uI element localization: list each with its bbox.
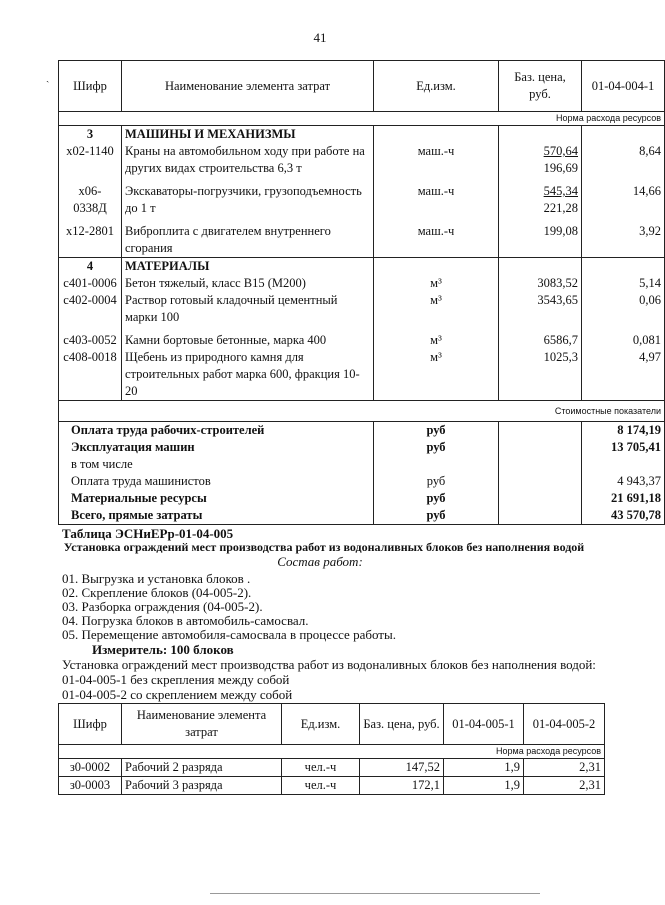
work-step: 02. Скрепление блоков (04-005-2). xyxy=(62,585,252,600)
work-step: 05. Перемещение автомобиля-самосвала в процессе работы. xyxy=(62,627,396,642)
measure: Измеритель: 100 блоков xyxy=(92,642,234,657)
section-title: МАШИНЫ И МЕХАНИЗМЫ xyxy=(122,126,374,144)
margin-mark: ˎ xyxy=(46,72,50,83)
table-row: х12-2801 Виброплита с двигателем внутреннего сгорания маш.-ч 199,08 3,92 xyxy=(59,223,665,258)
header-price: Баз. цена, руб. xyxy=(360,704,444,745)
header-col-01-04-004-1: 01-04-004-1 xyxy=(582,61,665,112)
band-resource-norms: Норма расхода ресурсов xyxy=(59,112,665,126)
cost-row: Материальные ресурсы руб 21 691,18 xyxy=(59,490,665,507)
table-header-row xyxy=(59,704,605,745)
header-unit: Ед.изм. xyxy=(374,61,499,112)
table-row: с408-0018 Щебень из природного камня для строительных работ марка 600, фракция 10-20 м³ 1025,3 4,97 xyxy=(59,349,665,401)
section-number: 4 xyxy=(59,258,122,276)
band-cost-indicators: Стоимостные показатели xyxy=(59,401,665,422)
cost-row: Оплата труда машинистов руб 4 943,37 xyxy=(59,473,665,490)
table-header-row xyxy=(59,61,665,112)
table-title: Таблица ЭСНиЕРр-01-04-005 xyxy=(62,526,234,541)
table-row: з0-0003 Рабочий 3 разряда чел.-ч 172,1 1,9 2,31 xyxy=(59,777,605,795)
composition-heading: Состав работ: xyxy=(277,554,363,569)
section-title: МАТЕРИАЛЫ xyxy=(122,258,374,276)
description: Установка ограждений мест производства работ из водоналивных блоков без наполнения водой: xyxy=(62,657,596,672)
table-row: с401-0006 Бетон тяжелый, класс В15 (М200) м³ 3083,52 5,14 xyxy=(59,275,665,292)
band-resource-norms: Норма расхода ресурсов xyxy=(59,745,605,759)
header-name: Наименование элемента затрат xyxy=(122,704,282,745)
cost-row: Всего, прямые затраты руб 43 570,78 xyxy=(59,507,665,525)
work-step: 04. Погрузка блоков в автомобиль-самосвал. xyxy=(62,613,309,628)
section-number: 3 xyxy=(59,126,122,144)
header-name: Наименование элемента затрат xyxy=(122,61,374,112)
cost-row: Оплата труда рабочих-строителей руб 8 174,19 xyxy=(59,422,665,440)
table-row: х02-1140 Краны на автомобильном ходу при работе на других видах строительства 6,3 т маш.-ч 570,64 196,69 8,64 xyxy=(59,143,665,177)
section-row-materials xyxy=(59,258,665,276)
variant-1: 01-04-005-1 без скрепления между собой xyxy=(62,672,290,687)
section-row-machines xyxy=(59,126,665,144)
footer-rule xyxy=(210,893,540,894)
table-row: с402-0004 Раствор готовый кладочный цементный марки 100 м³ 3543,65 0,06 xyxy=(59,292,665,326)
header-unit: Ед.изм. xyxy=(282,704,360,745)
resource-table-01-04-004 xyxy=(58,60,665,525)
header-code: Шифр xyxy=(59,61,122,112)
cost-row: Эксплуатация машин руб 13 705,41 xyxy=(59,439,665,456)
work-step: 01. Выгрузка и установка блоков . xyxy=(62,571,251,586)
header-price: Баз. цена, руб. xyxy=(499,61,582,112)
variant-2-holder: 01-04-005-2 со скреплением между собой xyxy=(62,687,293,702)
header-code: Шифр xyxy=(59,704,122,745)
page-number: 41 xyxy=(313,30,327,45)
table-row: х06-0338Д Экскаваторы-погрузчики, грузоподъемность до 1 т маш.-ч 545,34 221,28 14,66 xyxy=(59,183,665,217)
work-step: 03. Разборка ограждения (04-005-2). xyxy=(62,599,263,614)
header-col-01-04-005-1: 01-04-005-1 xyxy=(444,704,524,745)
cost-row: в том числе xyxy=(59,456,665,473)
table-row: с403-0052 Камни бортовые бетонные, марка 400 м³ 6586,7 0,081 xyxy=(59,332,665,349)
table-row: з0-0002 Рабочий 2 разряда чел.-ч 147,52 1,9 2,31 xyxy=(59,759,605,777)
resource-table-01-04-005 xyxy=(58,703,605,795)
header-col-01-04-005-2: 01-04-005-2 xyxy=(524,704,605,745)
table-subtitle: Установка ограждений мест производства работ из водоналивных блоков без наполнения водой xyxy=(63,540,585,554)
